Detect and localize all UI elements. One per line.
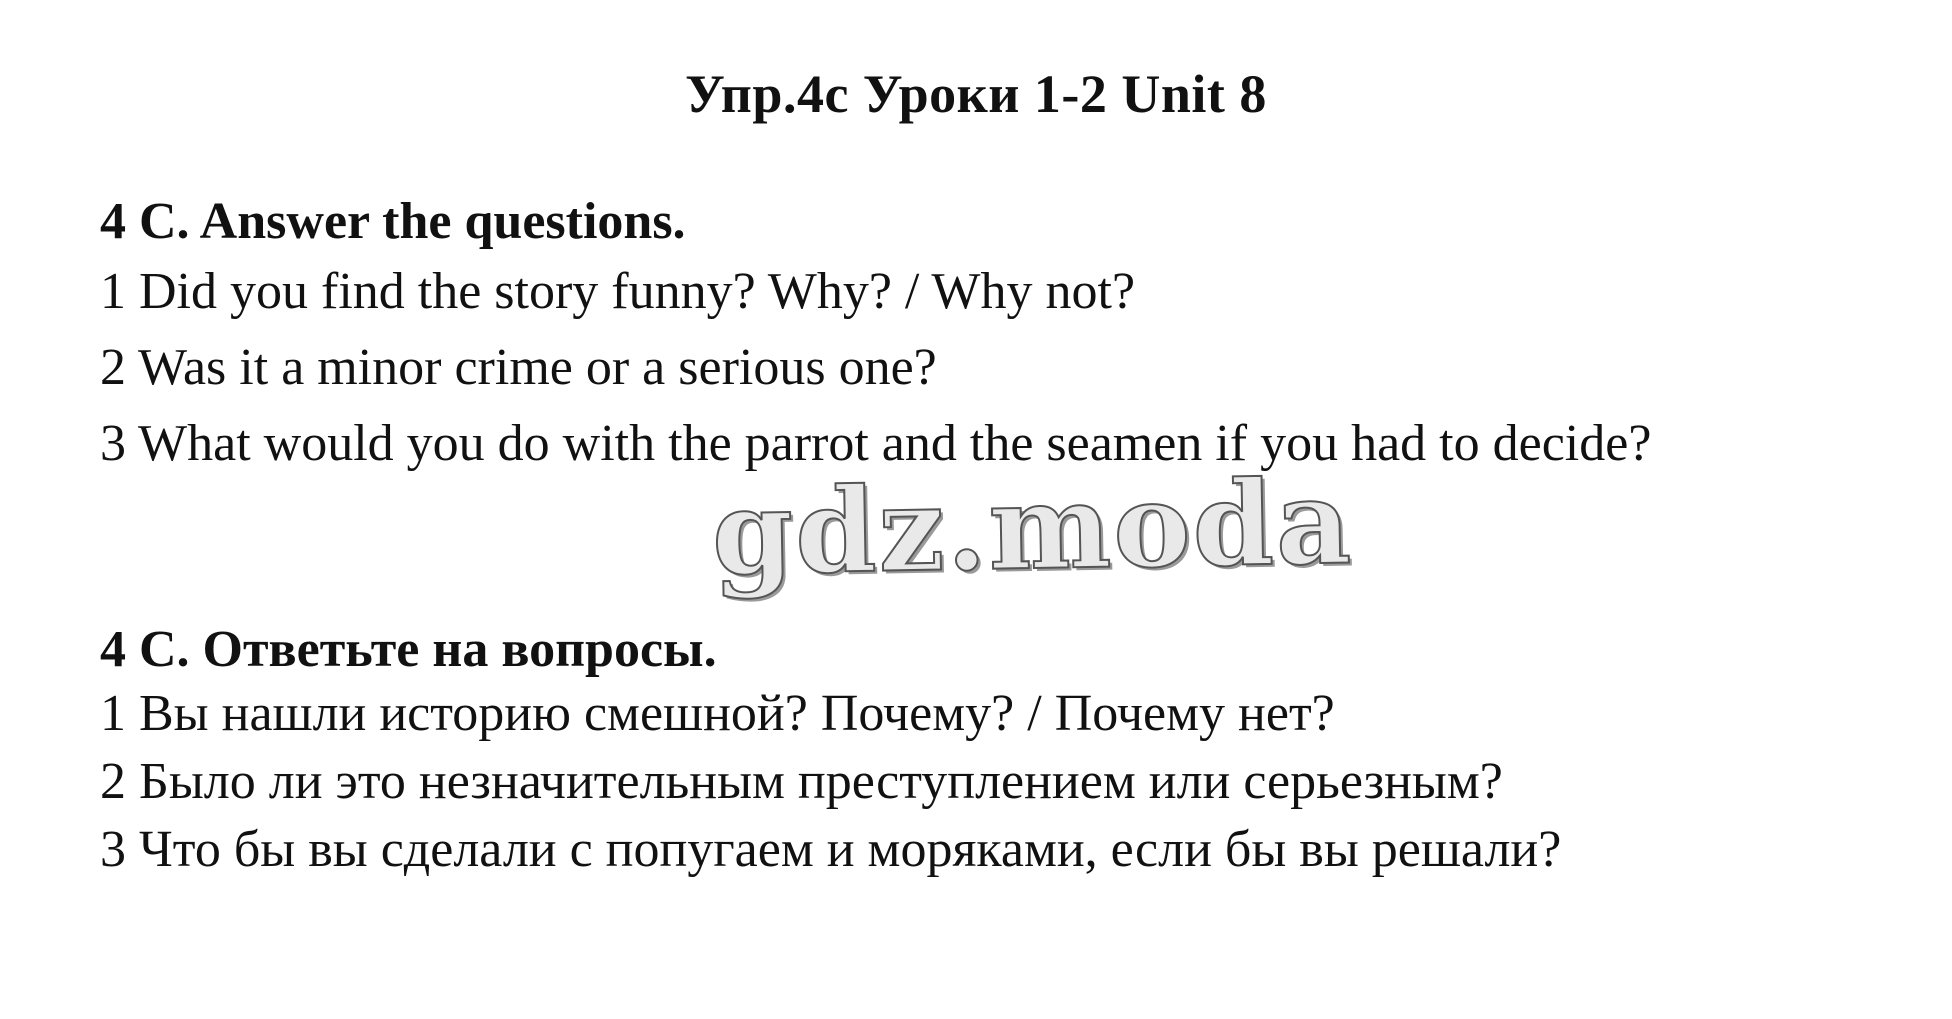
english-question-1: 1 Did you find the story funny? Why? / Why not? bbox=[100, 263, 1136, 320]
russian-heading: 4 С. Ответьте на вопросы. bbox=[100, 621, 717, 678]
watermark-logo: gdz.moda bbox=[710, 454, 1354, 602]
page-title: Упр.4с Уроки 1-2 Unit 8 bbox=[685, 64, 1267, 124]
russian-section bbox=[100, 620, 1880, 884]
english-section bbox=[100, 190, 1880, 482]
russian-question-2: 2 Было ли это незначительным преступлением или серьезным? bbox=[100, 753, 1503, 810]
english-heading: 4 C. Answer the questions. bbox=[100, 193, 686, 250]
english-question-3: 3 What would you do with the parrot and the seamen if you had to decide? bbox=[100, 415, 1652, 472]
english-question-2: 2 Was it a minor crime or a serious one? bbox=[100, 339, 937, 396]
russian-question-1: 1 Вы нашли историю смешной? Почему? / Почему нет? bbox=[100, 685, 1335, 742]
russian-question-3: 3 Что бы вы сделали с попугаем и моряками, если бы вы решали? bbox=[100, 821, 1562, 878]
